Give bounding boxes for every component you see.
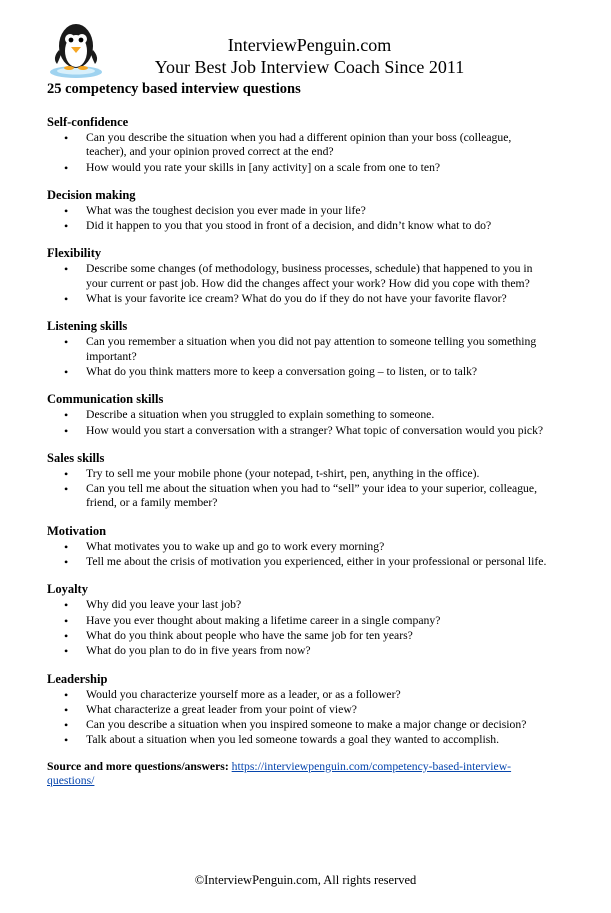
question-item: • How would you rate your skills in [any activity] on a scale from one to ten? <box>47 161 552 175</box>
section-heading: Communication skills <box>47 392 164 407</box>
question-item: • Tell me about the crisis of motivation you experienced, either in your professional or personal life. <box>47 555 552 569</box>
question-item: • Describe some changes (of methodology, business processes, schedule) that happened to you in your current or past job. How did the changes affect your work? How did you cope with them? <box>47 262 552 291</box>
section-self-confidence <box>47 115 552 175</box>
section-decision-making <box>47 188 552 234</box>
question-item: • What characterize a great leader from your point of view? <box>47 703 552 717</box>
question-item: • How would you start a conversation with a stranger? What topic of conversation would you pick? <box>47 424 552 438</box>
section-heading: Flexibility <box>47 246 102 261</box>
section-heading: Listening skills <box>47 319 128 334</box>
question-item: • Try to sell me your mobile phone (your notepad, t-shirt, pen, anything in the office). <box>47 467 552 481</box>
header <box>0 0 611 84</box>
section-loyalty <box>47 582 552 658</box>
site-name: InterviewPenguin.com <box>227 35 392 55</box>
section-heading: Self-confidence <box>47 115 129 129</box>
question-item: • What is your favorite ice cream? What do you do if they do not have your favorite flavor? <box>47 292 552 306</box>
question-item: • Can you describe the situation when you had a different opinion than your boss (colleague, teacher), and your opinion proved correct at the end? <box>47 131 552 160</box>
section-heading: Sales skills <box>47 450 105 465</box>
section-flexibility <box>47 246 552 306</box>
question-item: • Can you tell me about the situation when you had to “sell” your idea to your superior, colleague, friend, or a family member? <box>47 482 552 511</box>
section-motivation <box>47 524 552 570</box>
question-item: • What motivates you to wake up and go to work every morning? <box>47 540 552 554</box>
section-heading: Leadership <box>47 671 108 686</box>
question-item: • Have you ever thought about making a lifetime career in a single company? <box>47 614 552 628</box>
section-communication-skills <box>47 392 552 438</box>
question-item: • What do you think about people who have the same job for ten years? <box>47 629 552 643</box>
question-item: • What do you think matters more to keep a conversation going – to listen, or to talk? <box>47 365 552 379</box>
section-leadership <box>47 672 552 748</box>
question-item: • Can you remember a situation when you did not pay attention to someone telling you something important? <box>47 335 552 364</box>
section-listening-skills <box>47 319 552 379</box>
section-heading: Decision making <box>47 187 136 202</box>
tagline: Your Best Job Interview Coach Since 2011 <box>154 57 465 77</box>
copyright-footer: ©InterviewPenguin.com, All rights reserved <box>194 873 417 887</box>
question-item: • Talk about a situation when you led someone towards a goal they wanted to accomplish. <box>47 733 552 747</box>
page-title: 25 competency based interview questions <box>47 81 301 97</box>
question-item: • Why did you leave your last job? <box>47 598 552 612</box>
question-item: • Did it happen to you that you stood in front of a decision, and didn’t know what to do? <box>47 219 552 233</box>
source-line <box>47 760 552 789</box>
question-item: • Describe a situation when you struggled to explain something to someone. <box>47 408 552 422</box>
source-label: Source and more questions/answers: <box>47 759 229 773</box>
section-sales-skills <box>47 451 552 511</box>
question-list <box>47 115 552 788</box>
section-heading: Loyalty <box>47 582 88 597</box>
source-link[interactable]: https://interviewpenguin.com/competency-based-interview-questions/ <box>47 759 512 788</box>
section-heading: Motivation <box>47 523 107 538</box>
question-item: • Can you describe a situation when you inspired someone to make a major change or decision? <box>47 718 552 732</box>
question-item: • Would you characterize yourself more as a leader, or as a follower? <box>47 688 552 702</box>
question-item: • What do you plan to do in five years from now? <box>47 644 552 658</box>
question-item: • What was the toughest decision you ever made in your life? <box>47 204 552 218</box>
